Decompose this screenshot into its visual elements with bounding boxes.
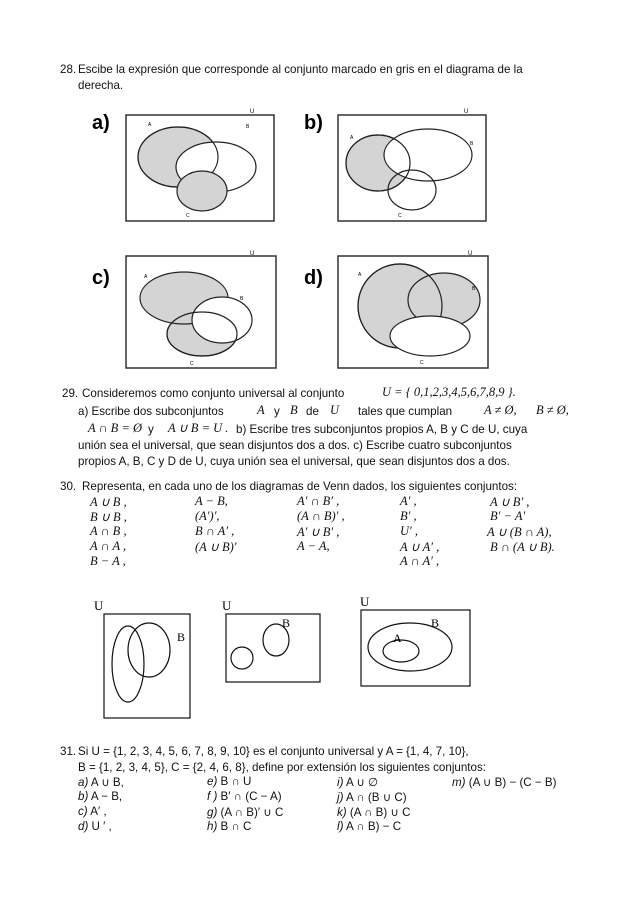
text-label: A ∩ (B ∪ C) (343, 791, 407, 804)
text-label: B − A , (90, 554, 126, 568)
text-label: C (420, 360, 424, 366)
text-label: A (257, 403, 265, 417)
text-label: A ∩ B = Ø (88, 421, 143, 435)
text-label: A′ ∩ B′ , (297, 494, 340, 508)
text-label: A ∪ B′ , (490, 495, 530, 509)
text-label: d) (78, 820, 89, 833)
text-label: B ∩ C (217, 820, 252, 833)
text-label: (A ∩ B) ∪ C (346, 806, 411, 819)
q30-line1: Representa, en cada uno de los diagramas de Venn dados, los siguientes conjuntos: (82, 480, 518, 493)
text-label: de (306, 405, 319, 418)
text-label: k) (337, 806, 347, 819)
text-label: j) (337, 791, 344, 804)
text-label: U (94, 598, 104, 613)
text-label: B ≠ Ø, (536, 403, 569, 417)
set-a-ellipse (112, 626, 144, 702)
text-label: h) (207, 820, 218, 833)
panel-label-c: c) (92, 267, 110, 289)
venn-diagram-d (302, 250, 497, 370)
text-label: B (290, 403, 298, 417)
text-label: b) Escribe tres subconjuntos propios A, B y C de U, cuya (236, 423, 528, 436)
text-label: A ∪ B , (90, 495, 127, 509)
text-label: (A′)′, (195, 509, 220, 523)
text-label: B ∩ U (217, 775, 252, 788)
text-label: y (274, 405, 280, 418)
text-label: U′ , (400, 524, 419, 538)
panel-label-b: b) (304, 112, 323, 134)
text-label: U (468, 251, 473, 257)
text-label: U (250, 109, 255, 115)
text-label: A′ , (400, 494, 417, 508)
text-label: A ∪ B = U . (168, 421, 229, 435)
text-label: propios A, B, C y D de U, cuya unión sea el universal, que sean disjuntos dos a dos. (78, 455, 510, 468)
text-label: A (393, 631, 402, 645)
text-label: B (282, 616, 291, 630)
text-label: A ∩ A′ , (400, 554, 440, 568)
text-label: l) (337, 820, 344, 833)
text-label: B ∪ B , (90, 510, 127, 524)
text-label: U (360, 594, 370, 609)
text-label: (A ∩ B)′ , (297, 509, 345, 523)
text-label: (A ∩ B)′ ∪ C (217, 806, 284, 819)
venn-diagram-b (302, 105, 497, 225)
text-label: A (144, 274, 148, 280)
text-label: A ∩ B , (90, 524, 127, 538)
text-label: A ∪ (B ∩ A), (487, 525, 552, 539)
text-label: C (398, 213, 402, 219)
venn-diagram-c (90, 250, 285, 370)
text-label: A ≠ Ø, (484, 403, 517, 417)
text-label: B ∩ (A ∪ B). (490, 540, 555, 554)
text-label: U (330, 403, 340, 417)
text-label: e) (207, 775, 218, 788)
q30-number: 30. (60, 480, 77, 493)
q30-venn-2 (218, 596, 322, 686)
set-b-ellipse (128, 623, 170, 677)
text-label: i) (337, 776, 344, 789)
q29-line1: Consideremos como conjunto universal al conjunto (82, 387, 345, 400)
text-label: m) (452, 776, 466, 789)
q28-line2: derecha. (78, 79, 124, 92)
q31-number: 31. (60, 745, 77, 758)
venn-diagram-a (90, 105, 280, 225)
text-label: a) (78, 776, 89, 789)
text-label: B (431, 616, 440, 630)
text-label: U (250, 251, 255, 257)
text-label: B ∩ A′ , (195, 524, 235, 538)
text-label: (A ∪ B)′ (195, 540, 237, 554)
text-label: C (186, 213, 190, 219)
text-label: A ∪ ∅ (343, 776, 379, 789)
text-label: c) (78, 805, 88, 818)
text-label: C (190, 361, 194, 367)
text-label: A (358, 272, 362, 278)
q28-number: 28. (60, 63, 77, 76)
text-label: A′ , (87, 805, 107, 818)
q31-line2: B = {1, 2, 3, 4, 5}, C = {2, 4, 6, 8}, define por extensión los siguientes conjuntos: (78, 761, 486, 774)
text-label: (A ∪ B) − (C − B) (465, 776, 557, 789)
text-label: A − A, (297, 539, 330, 553)
text-label: a) Escribe dos subconjuntos (78, 405, 224, 418)
text-label: B (246, 124, 250, 130)
text-label: A (350, 135, 354, 141)
text-label: A − B, (195, 494, 228, 508)
q30-venn-1 (94, 596, 194, 720)
text-label: y (148, 423, 154, 436)
text-label: A ∩ A , (90, 539, 127, 553)
text-label: f ) (207, 790, 218, 803)
text-label: B (240, 296, 244, 302)
q28-line1: Escibe la expresión que corresponde al conjunto marcado en gris en el diagrama de la (78, 63, 523, 76)
q29-number: 29. (62, 387, 79, 400)
q30-venn-3 (358, 590, 473, 688)
q29-universe: U = { 0,1,2,3,4,5,6,7,8,9 }. (382, 385, 516, 399)
text-label: B (177, 630, 186, 644)
text-label: A ∩ B) − C (343, 820, 402, 833)
text-label: U ′ , (88, 820, 112, 833)
text-label: g) (207, 806, 218, 819)
text-label: A ∪ B, (88, 776, 124, 789)
text-label: A (148, 122, 152, 128)
text-label: A − B, (88, 790, 123, 803)
panel-label-d: d) (304, 267, 323, 289)
text-label: b) (78, 790, 89, 803)
text-label: B (472, 286, 476, 292)
panel-label-a: a) (92, 112, 110, 134)
text-label: B′ ∩ (C − A) (217, 790, 282, 803)
q31-line1: Si U = {1, 2, 3, 4, 5, 6, 7, 8, 9, 10} es el conjunto universal y A = {1, 4, 7, 10}, (78, 745, 469, 758)
text-label: tales que cumplan (358, 405, 453, 418)
text-label: U (464, 109, 469, 115)
text-label: B′ , (400, 509, 417, 523)
set-c-ellipse (177, 171, 227, 211)
text-label: B (470, 141, 474, 147)
text-label: unión sea el universal, que sean disjuntos dos a dos. c) Escribe cuatro subconjuntos (78, 439, 512, 452)
text-label: B′ − A′ (490, 509, 526, 523)
text-label: A ∪ A′ , (400, 540, 440, 554)
text-label: A′ ∪ B′ , (297, 525, 340, 539)
text-label: U (222, 598, 232, 613)
